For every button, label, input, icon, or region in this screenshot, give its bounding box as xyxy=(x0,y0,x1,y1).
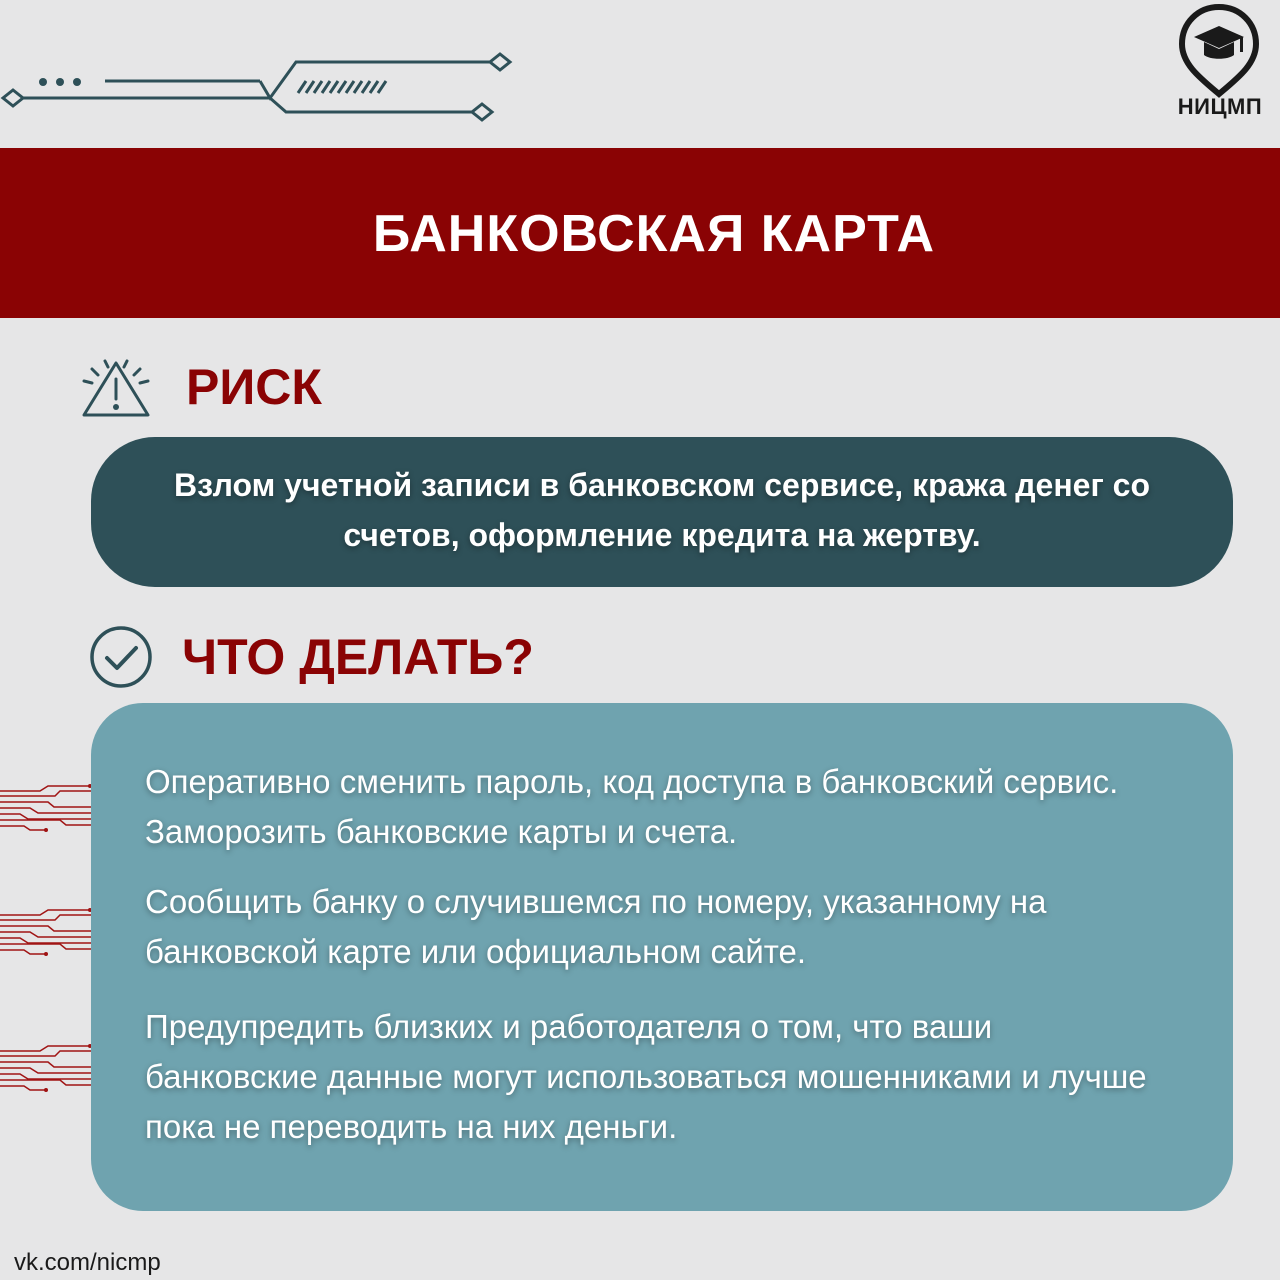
todo-heading: ЧТО ДЕЛАТЬ? xyxy=(182,629,534,685)
decorative-lines xyxy=(0,40,520,130)
risk-text: Взлом учетной записи в банковском сервисе, кража денег со счетов, оформление кредита на жертву. xyxy=(173,467,1150,553)
risk-box xyxy=(91,437,1233,587)
todo-item: Сообщить банку о случившемся по номеру, указанному на банковской карте или официальном сайте. xyxy=(145,883,1047,970)
graduation-cap-icon xyxy=(1194,26,1244,59)
title-banner xyxy=(0,148,1280,318)
todo-item: Оперативно сменить пароль, код доступа в банковский сервис. Заморозить банковские карты и счета. xyxy=(145,763,1119,850)
check-circle-icon xyxy=(88,624,154,690)
risk-heading-row xyxy=(80,355,322,419)
todo-heading-row xyxy=(88,624,534,690)
risk-heading: РИСК xyxy=(186,359,322,415)
page-title: БАНКОВСКАЯ КАРТА xyxy=(372,205,936,263)
todo-item: Предупредить близких и работодателя о том, что ваши банковские данные могут использоваться мошенниками и лучше пока не переводить на них деньги. xyxy=(145,1008,1147,1145)
todo-box xyxy=(91,703,1233,1211)
logo-text: НИЦМП xyxy=(1177,94,1263,119)
warning-triangle-icon xyxy=(80,355,152,419)
footer-link[interactable]: vk.com/nicmp xyxy=(14,1249,161,1276)
